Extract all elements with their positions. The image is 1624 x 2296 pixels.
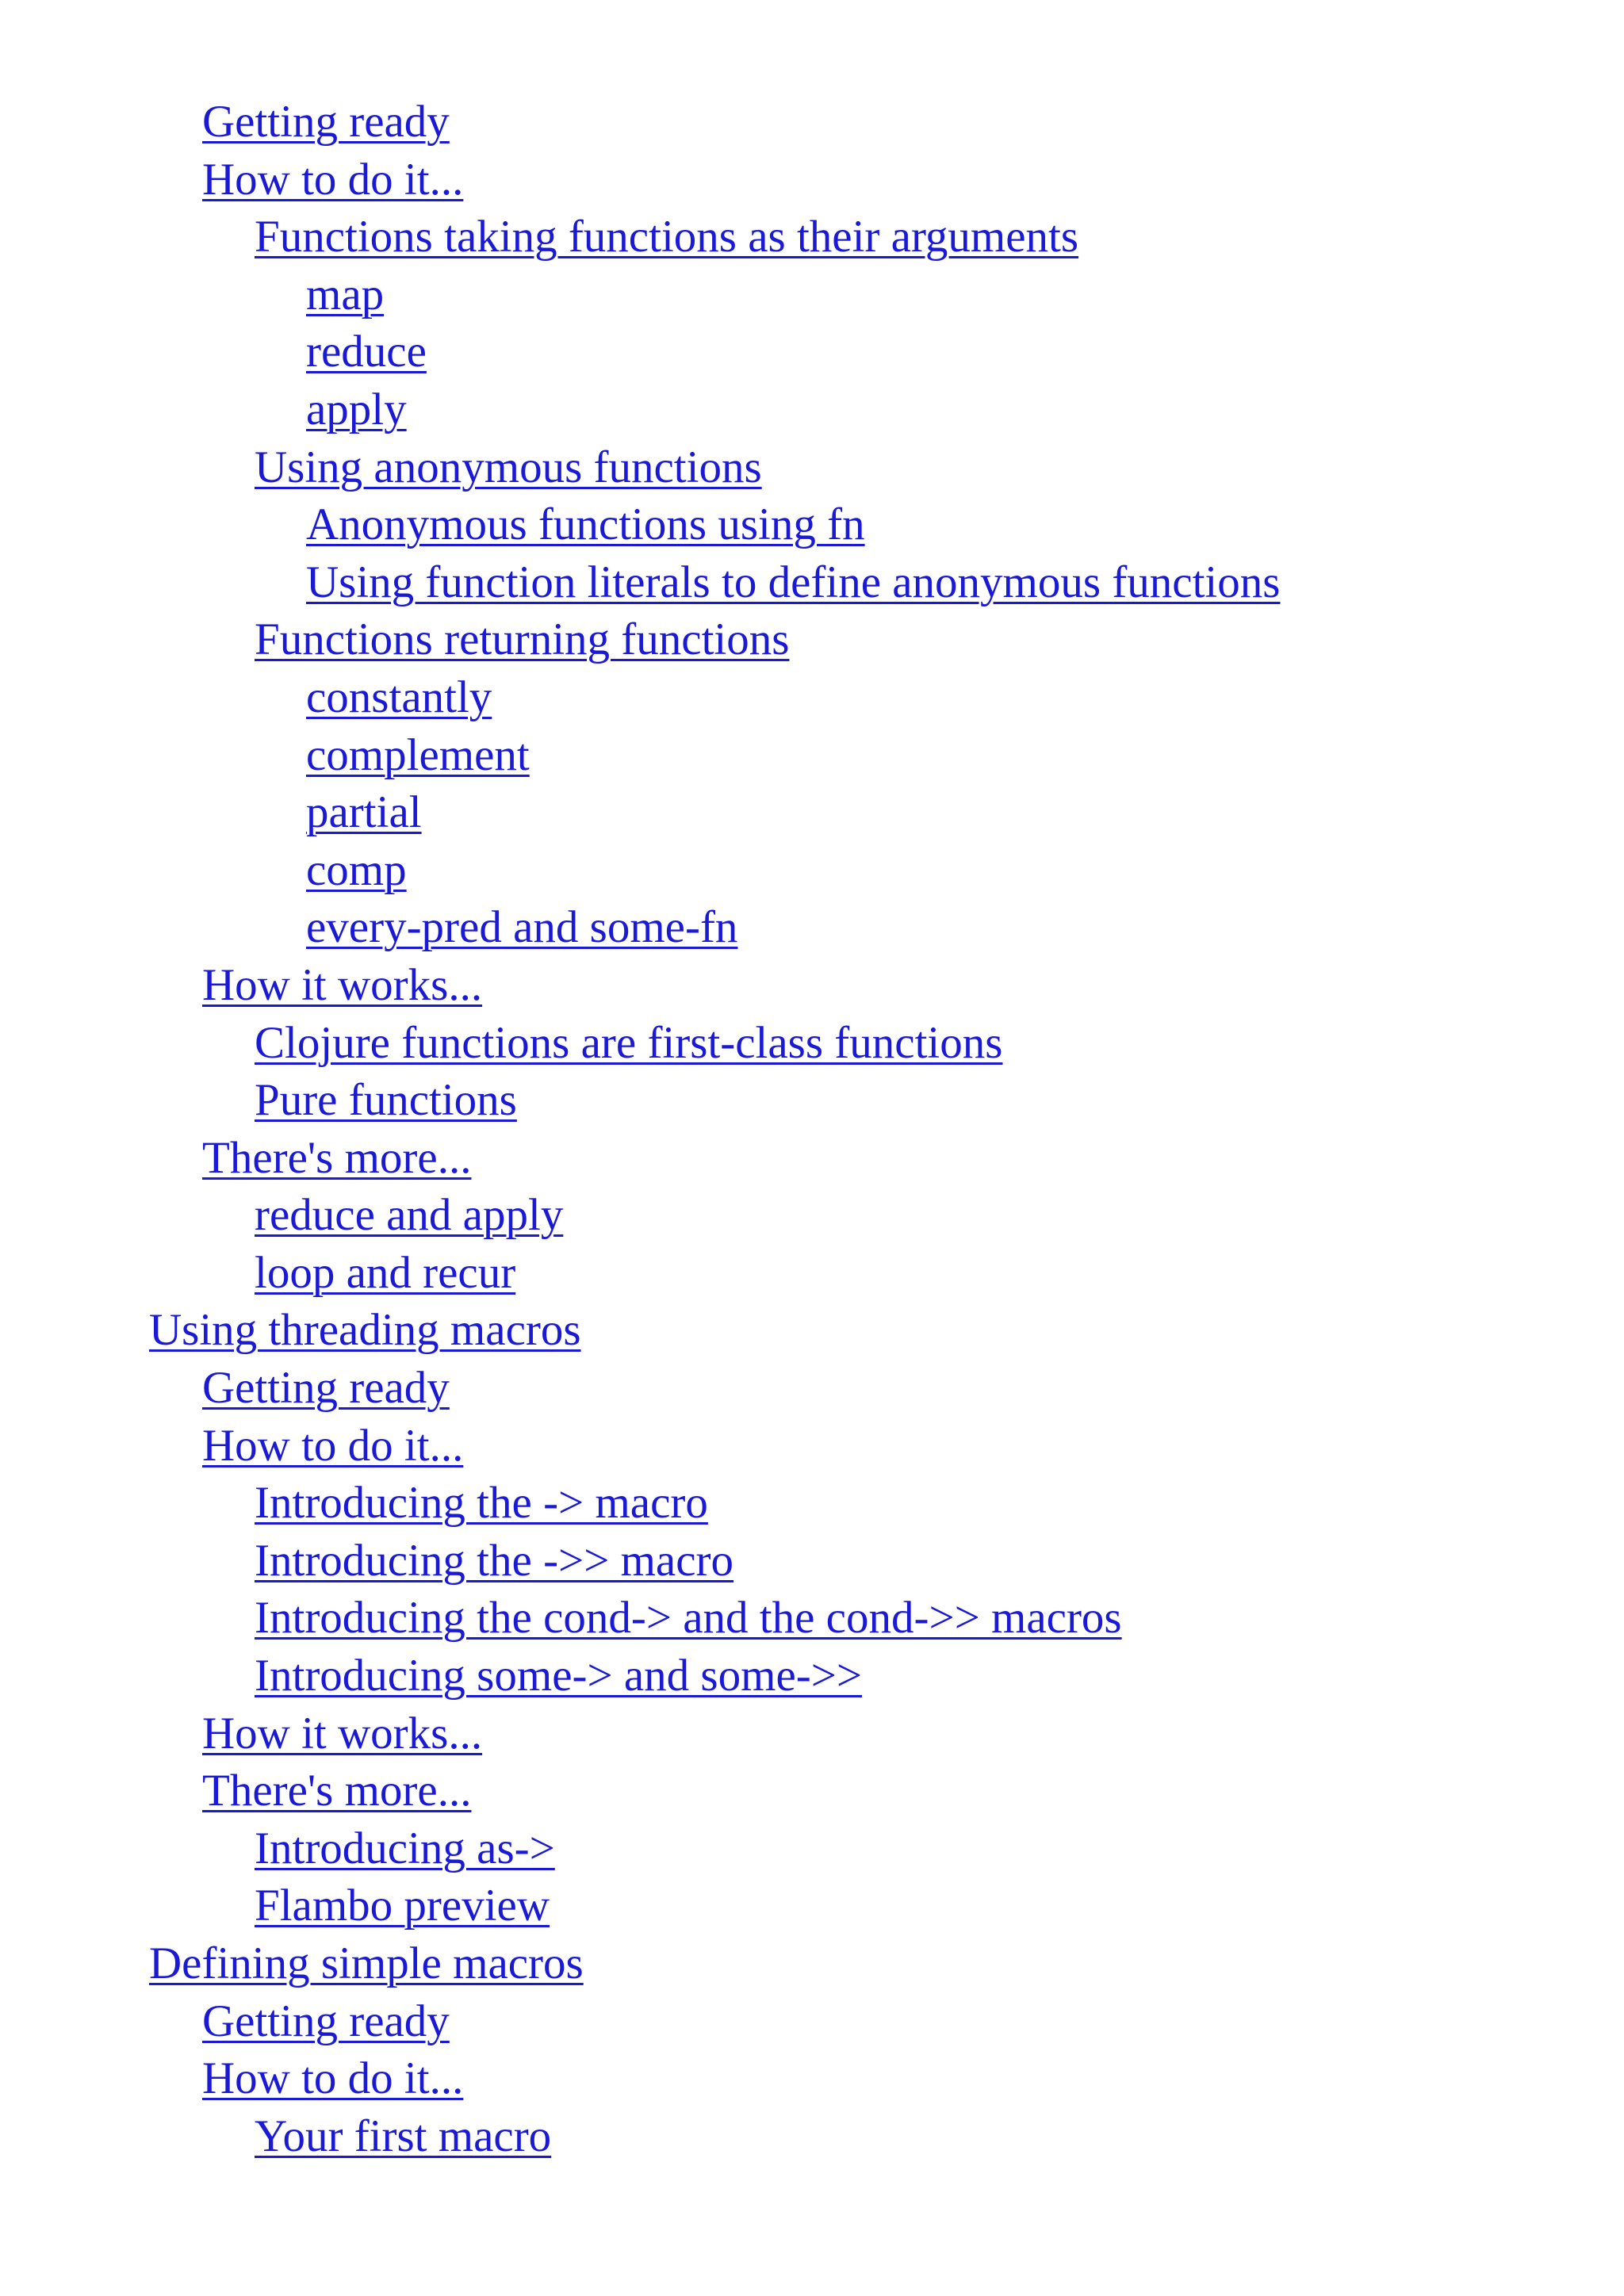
toc-link[interactable]: apply <box>306 384 407 434</box>
toc-entry <box>0 1877 1624 1935</box>
toc-entry <box>0 1533 1624 1590</box>
toc-link[interactable]: reduce and apply <box>255 1190 564 1241</box>
toc-entry <box>0 957 1624 1015</box>
toc-link[interactable]: comp <box>306 844 407 895</box>
toc-entry <box>0 1418 1624 1475</box>
toc-link[interactable]: Introducing the ->> macro <box>255 1535 734 1586</box>
toc-link[interactable]: Getting ready <box>202 1996 450 2046</box>
toc-link[interactable]: Using function literals to define anonymous functions <box>306 557 1281 607</box>
toc-entry <box>0 1935 1624 1993</box>
toc-entry <box>0 1187 1624 1245</box>
toc-entry <box>0 842 1624 900</box>
toc-entry <box>0 1360 1624 1418</box>
toc-link[interactable]: Introducing as-> <box>255 1823 555 1873</box>
toc-entry <box>0 1762 1624 1820</box>
toc-link[interactable]: How to do it... <box>202 1420 464 1471</box>
toc-link[interactable]: Functions taking functions as their arguments <box>255 212 1079 262</box>
toc-link[interactable]: Clojure functions are first-class functions <box>255 1017 1003 1068</box>
toc-entry <box>0 151 1624 209</box>
toc-entry <box>0 1820 1624 1878</box>
toc-entry <box>0 727 1624 785</box>
toc-entry <box>0 1245 1624 1303</box>
toc-entry <box>0 1993 1624 2051</box>
toc-link[interactable]: map <box>306 269 385 320</box>
toc-entry <box>0 381 1624 439</box>
toc-link[interactable]: Getting ready <box>202 1363 450 1414</box>
toc-link[interactable]: partial <box>306 787 422 838</box>
toc-link[interactable]: There's more... <box>202 1766 472 1816</box>
toc-link[interactable]: Flambo preview <box>255 1881 550 1931</box>
toc-link[interactable]: Introducing some-> and some->> <box>255 1651 863 1701</box>
toc-entry <box>0 1475 1624 1533</box>
toc-entry <box>0 1015 1624 1073</box>
toc-entry <box>0 439 1624 497</box>
toc-link[interactable]: every-pred and some-fn <box>306 902 738 953</box>
toc-link[interactable]: complement <box>306 729 530 780</box>
toc-link[interactable]: Your first macro <box>255 2110 552 2161</box>
toc-link[interactable]: reduce <box>306 327 427 377</box>
toc-entry <box>0 1130 1624 1188</box>
toc-link[interactable]: constantly <box>306 672 492 722</box>
toc-link[interactable]: How to do it... <box>202 2053 464 2104</box>
toc-link[interactable]: How it works... <box>202 959 483 1010</box>
toc-entry <box>0 1302 1624 1360</box>
toc-link[interactable]: Defining simple macros <box>149 1938 584 1988</box>
toc-entry <box>0 1072 1624 1130</box>
toc-link[interactable]: Introducing the -> macro <box>255 1478 708 1529</box>
toc-link[interactable]: Anonymous functions using fn <box>306 499 865 550</box>
toc-entry <box>0 1647 1624 1705</box>
toc-link[interactable]: Functions returning functions <box>255 614 790 665</box>
toc-entry <box>0 2050 1624 2108</box>
toc-link[interactable]: Getting ready <box>202 97 450 147</box>
toc-entry <box>0 784 1624 842</box>
toc-link[interactable]: Using anonymous functions <box>255 442 762 492</box>
toc-link[interactable]: Using threading macros <box>149 1305 581 1356</box>
toc-entry <box>0 323 1624 381</box>
toc-link[interactable]: Introducing the cond-> and the cond->> macros <box>255 1593 1122 1644</box>
toc-link[interactable]: Pure functions <box>255 1075 517 1126</box>
toc-entry <box>0 1705 1624 1763</box>
toc-entry <box>0 1590 1624 1647</box>
toc-entry <box>0 669 1624 727</box>
toc-link[interactable]: How it works... <box>202 1708 483 1758</box>
toc-link[interactable]: loop and recur <box>255 1247 516 1298</box>
toc-entry <box>0 611 1624 669</box>
toc-entry <box>0 899 1624 957</box>
toc-entry <box>0 2108 1624 2166</box>
toc-entry <box>0 209 1624 266</box>
toc-entry <box>0 496 1624 554</box>
toc-link[interactable]: How to do it... <box>202 154 464 205</box>
table-of-contents <box>0 94 1624 2165</box>
toc-entry <box>0 94 1624 151</box>
toc-entry <box>0 554 1624 612</box>
toc-entry <box>0 266 1624 324</box>
toc-link[interactable]: There's more... <box>202 1132 472 1183</box>
